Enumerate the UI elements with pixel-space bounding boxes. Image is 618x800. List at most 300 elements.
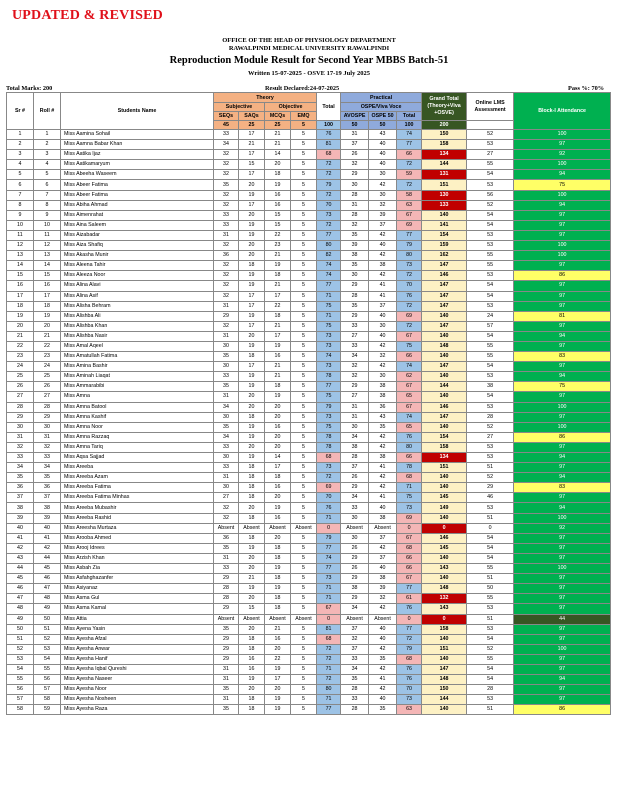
seqs-cell: 34 (214, 140, 239, 150)
grand-total-cell: 140 (422, 705, 467, 715)
ospe-cell: 40 (369, 695, 397, 705)
seqs-cell: 35 (214, 705, 239, 715)
emq-cell: 5 (291, 624, 317, 634)
attendance-cell: 97 (514, 301, 611, 311)
roll-cell: 20 (34, 321, 61, 331)
practical-total-cell: 76 (397, 432, 422, 442)
lms-cell: 55 (467, 341, 514, 351)
sr-cell: 2 (7, 140, 34, 150)
attendance-cell: 97 (514, 442, 611, 452)
ospe-cell: 38 (369, 392, 397, 402)
lms-cell: 53 (467, 230, 514, 240)
student-name-cell: Miss Ammarabibi (61, 382, 214, 392)
grand-total-cell: 140 (422, 422, 467, 432)
attendance-cell: 97 (514, 261, 611, 271)
ospe-cell: 37 (369, 553, 397, 563)
roll-cell: 3 (34, 150, 61, 160)
saqs-cell: 20 (239, 685, 265, 695)
grand-total-cell: 133 (422, 200, 467, 210)
theory-total-cell: 72 (317, 160, 341, 170)
practical-total-cell: 70 (397, 685, 422, 695)
lms-cell: 51 (467, 513, 514, 523)
table-row (7, 402, 611, 412)
seqs-cell: 32 (214, 513, 239, 523)
roll-cell: 2 (34, 140, 61, 150)
theory-total-cell: 71 (317, 664, 341, 674)
attendance-cell: 97 (514, 140, 611, 150)
table-row (7, 644, 611, 654)
sr-cell: 51 (7, 634, 34, 644)
mcqs-cell: 19 (265, 705, 291, 715)
seqs-cell: 32 (214, 160, 239, 170)
col-lms: Online LMS Assessment (467, 93, 514, 121)
theory-total-cell: 74 (317, 271, 341, 281)
ospe-cell: 42 (369, 644, 397, 654)
grand-total-cell: 154 (422, 230, 467, 240)
emq-cell: 5 (291, 604, 317, 614)
attendance-cell: 94 (514, 170, 611, 180)
seqs-cell: Absent (214, 614, 239, 624)
mcqs-cell: Absent (265, 614, 291, 624)
col-practical: Practical (341, 93, 422, 103)
attendance-cell: 81 (514, 311, 611, 321)
mcqs-cell: 19 (265, 261, 291, 271)
saqs-cell: 18 (239, 412, 265, 422)
grand-total-cell: 134 (422, 453, 467, 463)
roll-cell: 46 (34, 574, 61, 584)
seqs-cell: 32 (214, 200, 239, 210)
saqs-cell: 18 (239, 533, 265, 543)
saqs-cell: 21 (239, 574, 265, 584)
grand-total-cell: 147 (422, 281, 467, 291)
ospe-cell: 38 (369, 574, 397, 584)
student-name-cell: Miss Areesha Murtaza (61, 523, 214, 533)
lms-cell: 54 (467, 553, 514, 563)
practical-total-cell: 72 (397, 271, 422, 281)
mcqs-cell: 20 (265, 493, 291, 503)
theory-total-cell: 72 (317, 220, 341, 230)
practical-total-cell: 67 (397, 533, 422, 543)
student-name-cell: Miss Abiha Ahmad (61, 200, 214, 210)
attendance-cell: 83 (514, 352, 611, 362)
mcqs-cell: 16 (265, 352, 291, 362)
seqs-cell: 29 (214, 311, 239, 321)
student-name-cell: Miss Abeer Fatima (61, 190, 214, 200)
mcqs-cell: 18 (265, 170, 291, 180)
table-row (7, 150, 611, 160)
theory-total-cell: 80 (317, 685, 341, 695)
table-row (7, 664, 611, 674)
sr-cell: 10 (7, 220, 34, 230)
seqs-cell: 35 (214, 352, 239, 362)
sr-cell: 48 (7, 604, 34, 614)
mcqs-cell: 18 (265, 543, 291, 553)
attendance-cell: 44 (514, 614, 611, 624)
saqs-cell: 17 (239, 362, 265, 372)
attendance-cell: 100 (514, 402, 611, 412)
mcqs-cell: 21 (265, 140, 291, 150)
student-name-cell: Miss Amna Razzaq (61, 432, 214, 442)
grand-total-cell: 143 (422, 564, 467, 574)
ospe-cell: 41 (369, 291, 397, 301)
student-name-cell: Miss Alisha Behram (61, 301, 214, 311)
attendance-cell: 100 (514, 564, 611, 574)
ospe-cell: 40 (369, 150, 397, 160)
grand-total-cell: 140 (422, 392, 467, 402)
emq-cell: 5 (291, 513, 317, 523)
sr-cell: 57 (7, 695, 34, 705)
ospe-cell: 30 (369, 372, 397, 382)
seqs-cell: 30 (214, 412, 239, 422)
saqs-cell: 17 (239, 301, 265, 311)
seqs-cell: 33 (214, 442, 239, 452)
grand-total-cell: 140 (422, 634, 467, 644)
seqs-cell: 31 (214, 695, 239, 705)
sr-cell: 34 (7, 463, 34, 473)
grand-total-cell: 146 (422, 402, 467, 412)
mcqs-cell: 17 (265, 463, 291, 473)
table-row (7, 372, 611, 382)
lms-cell: 54 (467, 533, 514, 543)
grand-total-cell: 131 (422, 170, 467, 180)
attendance-cell: 97 (514, 624, 611, 634)
emq-cell: 5 (291, 321, 317, 331)
lms-cell: 54 (467, 210, 514, 220)
lms-cell: 56 (467, 190, 514, 200)
practical-total-cell: 76 (397, 291, 422, 301)
ospe-cell: 40 (369, 331, 397, 341)
office-heading: OFFICE OF THE HEAD OF PHYSIOLOGY DEPARTMENT (222, 37, 396, 44)
emq-cell: 5 (291, 220, 317, 230)
practical-total-cell: 58 (397, 190, 422, 200)
avospe-cell: 26 (341, 150, 369, 160)
ospe-cell: 41 (369, 463, 397, 473)
mcqs-cell: 20 (265, 412, 291, 422)
emq-cell: 5 (291, 412, 317, 422)
avospe-cell: 37 (341, 644, 369, 654)
emq-cell: 5 (291, 695, 317, 705)
table-row (7, 130, 611, 140)
grand-total-cell: 140 (422, 513, 467, 523)
theory-total-cell: 71 (317, 311, 341, 321)
practical-total-cell: 68 (397, 654, 422, 664)
theory-total-cell: 75 (317, 301, 341, 311)
practical-total-cell: 78 (397, 463, 422, 473)
student-name-cell: Miss Aamina Sohail (61, 130, 214, 140)
ospe-cell: 42 (369, 251, 397, 261)
student-name-cell: Miss Abeer Fatima (61, 180, 214, 190)
sr-cell: 39 (7, 513, 34, 523)
grand-total-cell: 140 (422, 331, 467, 341)
attendance-cell: 94 (514, 200, 611, 210)
theory-total-cell: 0 (317, 614, 341, 624)
grand-total-cell: 162 (422, 251, 467, 261)
theory-total-cell: 73 (317, 412, 341, 422)
student-name-cell: Miss Ayesha Nosheen (61, 695, 214, 705)
practical-total-cell: 66 (397, 564, 422, 574)
lms-cell: 50 (467, 584, 514, 594)
mcqs-cell: 20 (265, 442, 291, 452)
seqs-cell: 31 (214, 301, 239, 311)
practical-total-cell: 73 (397, 261, 422, 271)
lms-cell: 54 (467, 220, 514, 230)
table-row (7, 382, 611, 392)
attendance-cell: 97 (514, 553, 611, 563)
sr-cell: 45 (7, 574, 34, 584)
theory-total-cell: 82 (317, 251, 341, 261)
ospe-cell: 32 (369, 594, 397, 604)
practical-total-cell: 74 (397, 362, 422, 372)
mcqs-cell: 16 (265, 422, 291, 432)
sr-cell: 23 (7, 352, 34, 362)
seqs-cell: 33 (214, 564, 239, 574)
emq-cell: 5 (291, 230, 317, 240)
lms-cell: 38 (467, 382, 514, 392)
emq-cell: 5 (291, 170, 317, 180)
seqs-cell: 29 (214, 574, 239, 584)
attendance-cell: 97 (514, 654, 611, 664)
emq-cell: 5 (291, 634, 317, 644)
attendance-cell: 100 (514, 130, 611, 140)
roll-cell: 11 (34, 230, 61, 240)
mcqs-cell: 20 (265, 533, 291, 543)
attendance-cell: 92 (514, 523, 611, 533)
emq-cell: 5 (291, 483, 317, 493)
avospe-cell: 33 (341, 503, 369, 513)
ospe-cell: 42 (369, 664, 397, 674)
sr-cell: 52 (7, 644, 34, 654)
sr-cell: 12 (7, 241, 34, 251)
theory-total-cell: 78 (317, 442, 341, 452)
practical-total-cell: 67 (397, 382, 422, 392)
mcqs-cell: 22 (265, 301, 291, 311)
saqs-cell: 20 (239, 503, 265, 513)
saqs-cell: 18 (239, 261, 265, 271)
attendance-cell: 97 (514, 574, 611, 584)
practical-total-cell: 71 (397, 483, 422, 493)
emq-cell: 5 (291, 422, 317, 432)
ospe-cell: 37 (369, 301, 397, 311)
avospe-cell: 33 (341, 341, 369, 351)
col-saqs: SAQs (239, 112, 265, 121)
practical-total-cell: 62 (397, 372, 422, 382)
practical-total-cell: 63 (397, 200, 422, 210)
attendance-cell: 75 (514, 382, 611, 392)
lms-cell: 52 (467, 130, 514, 140)
practical-total-cell: 67 (397, 210, 422, 220)
theory-total-cell: 76 (317, 503, 341, 513)
sr-cell: 24 (7, 362, 34, 372)
grand-total-cell: 147 (422, 412, 467, 422)
sr-cell: 21 (7, 331, 34, 341)
roll-cell: 57 (34, 685, 61, 695)
student-name-cell: Miss Ayesha Iqbal Qureshi (61, 664, 214, 674)
student-name-cell: Miss Areeba Rashid (61, 513, 214, 523)
saqs-cell: 18 (239, 463, 265, 473)
table-row (7, 180, 611, 190)
roll-cell: 9 (34, 210, 61, 220)
seqs-cell: 29 (214, 634, 239, 644)
roll-cell: 33 (34, 453, 61, 463)
table-row (7, 200, 611, 210)
lms-cell: 53 (467, 241, 514, 251)
mcqs-cell: 19 (265, 503, 291, 513)
emq-cell: 5 (291, 594, 317, 604)
ospe-cell: 38 (369, 453, 397, 463)
saqs-cell: 15 (239, 160, 265, 170)
ospe-cell: 32 (369, 352, 397, 362)
emq-cell: Absent (291, 614, 317, 624)
attendance-cell: 86 (514, 271, 611, 281)
attendance-cell: 97 (514, 493, 611, 503)
practical-total-cell: 73 (397, 503, 422, 513)
ospe-cell: 40 (369, 160, 397, 170)
max-ospe: 50 (369, 121, 397, 130)
student-name-cell: Miss Aina Saleem (61, 220, 214, 230)
avospe-cell: 35 (341, 230, 369, 240)
grand-total-cell: 147 (422, 664, 467, 674)
mcqs-cell: 16 (265, 200, 291, 210)
grand-total-cell: 150 (422, 685, 467, 695)
sr-cell: 20 (7, 321, 34, 331)
roll-cell: 51 (34, 624, 61, 634)
ospe-cell: 43 (369, 412, 397, 422)
practical-total-cell: 69 (397, 311, 422, 321)
col-objective: Objective (265, 103, 317, 112)
theory-total-cell: 68 (317, 634, 341, 644)
avospe-cell: 35 (341, 301, 369, 311)
table-row (7, 543, 611, 553)
saqs-cell: Absent (239, 614, 265, 624)
mcqs-cell: 21 (265, 372, 291, 382)
roll-cell: 14 (34, 261, 61, 271)
roll-cell: 15 (34, 271, 61, 281)
attendance-cell: 97 (514, 604, 611, 614)
theory-total-cell: 80 (317, 241, 341, 251)
max-emq: 5 (291, 121, 317, 130)
student-name-cell: Miss Amina Bashir (61, 362, 214, 372)
saqs-cell: 18 (239, 513, 265, 523)
avospe-cell: 29 (341, 574, 369, 584)
ospe-cell: 42 (369, 483, 397, 493)
emq-cell: 5 (291, 372, 317, 382)
table-row (7, 271, 611, 281)
grand-total-cell: 158 (422, 624, 467, 634)
roll-cell: 28 (34, 402, 61, 412)
student-name-cell: Miss Areeba Fatima (61, 483, 214, 493)
col-seqs: SEQs (214, 112, 239, 121)
table-row (7, 392, 611, 402)
practical-total-cell: 80 (397, 251, 422, 261)
saqs-cell: 20 (239, 564, 265, 574)
avospe-cell: 37 (341, 624, 369, 634)
grand-total-cell: 132 (422, 594, 467, 604)
table-row (7, 624, 611, 634)
emq-cell: 5 (291, 140, 317, 150)
roll-cell: 38 (34, 503, 61, 513)
col-theory: Theory (214, 93, 317, 103)
roll-cell: 22 (34, 341, 61, 351)
seqs-cell: 35 (214, 543, 239, 553)
roll-cell: 17 (34, 291, 61, 301)
mcqs-cell: 19 (265, 664, 291, 674)
practical-total-cell: 75 (397, 341, 422, 351)
lms-cell: 55 (467, 251, 514, 261)
emq-cell: 5 (291, 463, 317, 473)
mcqs-cell: 19 (265, 180, 291, 190)
seqs-cell: 30 (214, 341, 239, 351)
sr-cell: 22 (7, 341, 34, 351)
lms-cell: 52 (467, 644, 514, 654)
saqs-cell: 17 (239, 291, 265, 301)
avospe-cell: 27 (341, 392, 369, 402)
theory-total-cell: 73 (317, 362, 341, 372)
sr-cell: 4 (7, 160, 34, 170)
theory-total-cell: 70 (317, 493, 341, 503)
emq-cell: 5 (291, 150, 317, 160)
student-name-cell: Miss Ayesha Hanif (61, 654, 214, 664)
ospe-cell: 30 (369, 190, 397, 200)
attendance-cell: 94 (514, 453, 611, 463)
table-row (7, 523, 611, 533)
table-row (7, 695, 611, 705)
attendance-cell: 94 (514, 331, 611, 341)
avospe-cell: 37 (341, 140, 369, 150)
grand-total-cell: 150 (422, 130, 467, 140)
practical-total-cell: 61 (397, 594, 422, 604)
avospe-cell: 34 (341, 352, 369, 362)
ospe-cell: 42 (369, 442, 397, 452)
ospe-cell: 40 (369, 624, 397, 634)
sr-cell: 46 (7, 584, 34, 594)
saqs-cell: 18 (239, 493, 265, 503)
attendance-cell: 94 (514, 503, 611, 513)
table-row (7, 503, 611, 513)
mcqs-cell: 18 (265, 574, 291, 584)
saqs-cell: 20 (239, 553, 265, 563)
attendance-cell: 97 (514, 362, 611, 372)
theory-total-cell: 81 (317, 140, 341, 150)
emq-cell: 5 (291, 352, 317, 362)
saqs-cell: 20 (239, 251, 265, 261)
roll-cell: 12 (34, 241, 61, 251)
lms-cell: 46 (467, 493, 514, 503)
avospe-cell: 29 (341, 594, 369, 604)
practical-total-cell: 65 (397, 422, 422, 432)
theory-total-cell: 77 (317, 564, 341, 574)
saqs-cell: Absent (239, 523, 265, 533)
seqs-cell: 32 (214, 170, 239, 180)
saqs-cell: 19 (239, 230, 265, 240)
saqs-cell: 19 (239, 271, 265, 281)
seqs-cell: 31 (214, 331, 239, 341)
grand-total-cell: 158 (422, 442, 467, 452)
seqs-cell: 32 (214, 291, 239, 301)
practical-total-cell: 66 (397, 453, 422, 463)
lms-cell: 53 (467, 271, 514, 281)
roll-cell: 1 (34, 130, 61, 140)
max-seqs: 45 (214, 121, 239, 130)
seqs-cell: Absent (214, 523, 239, 533)
avospe-cell: 39 (341, 241, 369, 251)
practical-total-cell: 0 (397, 614, 422, 624)
seqs-cell: 35 (214, 624, 239, 634)
mcqs-cell: 18 (265, 271, 291, 281)
seqs-cell: 31 (214, 675, 239, 685)
practical-total-cell: 77 (397, 230, 422, 240)
attendance-cell: 100 (514, 160, 611, 170)
lms-cell: 54 (467, 281, 514, 291)
